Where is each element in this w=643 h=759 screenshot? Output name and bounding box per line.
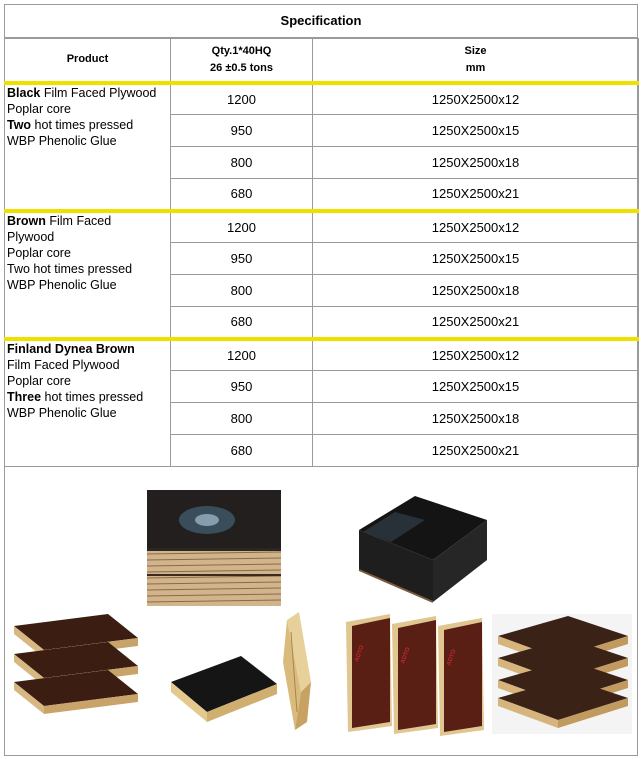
- product-description: [5, 83, 171, 211]
- size-cell: 1250X2500x12: [313, 83, 639, 115]
- product-line: [7, 357, 168, 373]
- header-qty-line2: 26 ±0.5 tons: [210, 61, 273, 74]
- plywood-photo-brown-stack: [492, 614, 632, 734]
- product-line: [7, 117, 168, 133]
- qty-cell: 950: [171, 115, 313, 147]
- qty-cell: 1200: [171, 83, 313, 115]
- size-cell: 1250X2500x18: [313, 403, 639, 435]
- qty-cell: 800: [171, 275, 313, 307]
- qty-cell: 680: [171, 307, 313, 339]
- product-line: [7, 245, 168, 261]
- qty-cell: 950: [171, 371, 313, 403]
- product-line-text: Plywood: [7, 229, 55, 244]
- qty-cell: 680: [171, 179, 313, 211]
- header-qty-line1: Qty.1*40HQ: [211, 44, 272, 57]
- product-line-text: WBP Phenolic Glue: [7, 134, 117, 149]
- header-qty: [171, 39, 313, 83]
- product-line: [7, 389, 168, 405]
- product-line: [7, 85, 168, 101]
- adto-stamp-1: ADTO: [354, 644, 366, 663]
- product-line-bold: Black: [7, 85, 41, 100]
- qty-cell: 1200: [171, 211, 313, 243]
- size-cell: 1250X2500x18: [313, 275, 639, 307]
- header-size-line1: Size: [464, 44, 487, 57]
- plywood-photo-black-board: [355, 490, 489, 606]
- sheet-title: Specification: [4, 4, 638, 38]
- product-line-bold: Brown: [7, 213, 46, 228]
- table-row: [5, 83, 639, 115]
- product-photos: [4, 480, 638, 756]
- product-description: [5, 211, 171, 339]
- product-line-text: Poplar core: [7, 245, 71, 260]
- product-line-bold: Finland Dynea Brown: [7, 341, 135, 356]
- qty-cell: 800: [171, 147, 313, 179]
- product-line: [7, 373, 168, 389]
- plywood-photo-stack-front: [147, 490, 281, 606]
- plywood-photo-three-boards: [8, 614, 142, 726]
- product-line-text: hot times pressed: [31, 117, 134, 132]
- product-line: [7, 101, 168, 117]
- plywood-photo-board-and-panel: [167, 612, 313, 734]
- qty-cell: 680: [171, 435, 313, 467]
- size-cell: 1250X2500x21: [313, 307, 639, 339]
- product-line-text: WBP Phenolic Glue: [7, 406, 117, 421]
- product-line-text: Film Faced: [45, 213, 112, 228]
- spec-table: [4, 38, 639, 467]
- product-line: [7, 405, 168, 421]
- size-cell: 1250X2500x12: [313, 339, 639, 371]
- qty-cell: 1200: [171, 339, 313, 371]
- product-line: [7, 213, 168, 229]
- header-size-line2: mm: [465, 61, 486, 74]
- size-cell: 1250X2500x21: [313, 435, 639, 467]
- size-cell: 1250X2500x15: [313, 115, 639, 147]
- size-cell: 1250X2500x15: [313, 371, 639, 403]
- product-line: [7, 277, 168, 293]
- header-product: Product: [5, 39, 171, 83]
- product-line-text: Film Faced Plywood: [7, 357, 120, 372]
- product-line: [7, 341, 168, 357]
- product-line-text: Film Faced Plywood: [40, 85, 157, 100]
- product-line-text: WBP Phenolic Glue: [7, 278, 117, 293]
- product-line-text: Poplar core: [7, 373, 71, 388]
- qty-cell: 800: [171, 403, 313, 435]
- size-cell: 1250X2500x21: [313, 179, 639, 211]
- size-cell: 1250X2500x12: [313, 211, 639, 243]
- table-row: [5, 211, 639, 243]
- header-row: [5, 39, 639, 83]
- product-description: [5, 339, 171, 467]
- product-line-bold: Two: [7, 117, 32, 132]
- product-line: [7, 229, 168, 245]
- product-line-text: Poplar core: [7, 101, 71, 116]
- plywood-photo-adto-panels: [344, 614, 492, 736]
- size-cell: 1250X2500x18: [313, 147, 639, 179]
- product-line-bold: Three: [7, 390, 42, 405]
- header-size: [313, 39, 639, 83]
- adto-stamp-2: ADTO: [400, 646, 412, 665]
- product-line: [7, 133, 168, 149]
- qty-cell: 950: [171, 243, 313, 275]
- adto-stamp-3: ADTO: [446, 648, 458, 667]
- table-row: [5, 339, 639, 371]
- product-line: [7, 261, 168, 277]
- product-line-text: hot times pressed: [41, 390, 144, 405]
- size-cell: 1250X2500x15: [313, 243, 639, 275]
- product-line-text: Two hot times pressed: [7, 262, 133, 277]
